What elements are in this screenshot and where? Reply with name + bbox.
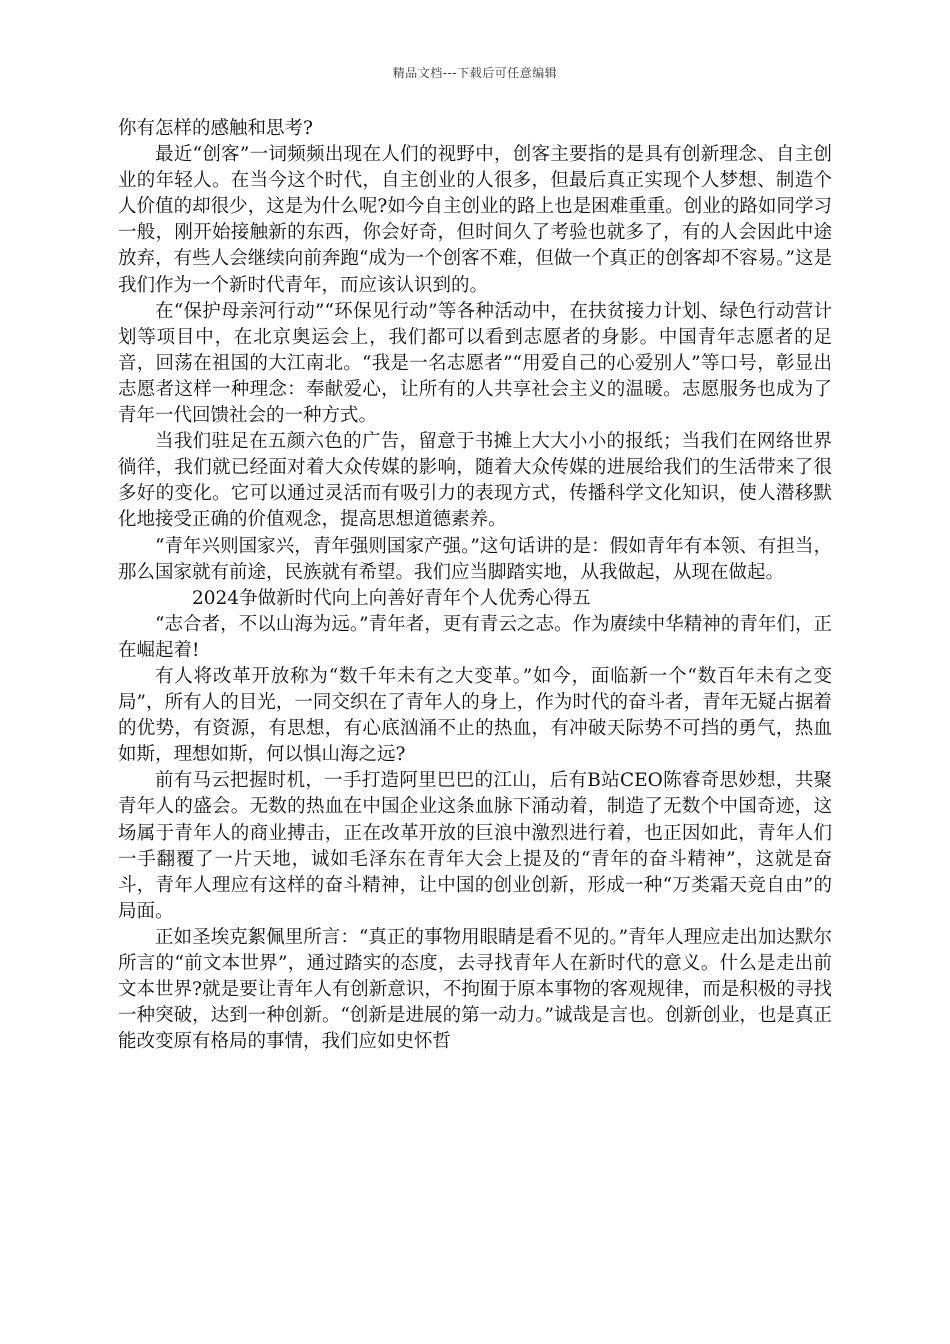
paragraph-ambition: “志合者，不以山海为远。”青年者，更有青云之志。作为赓续中华精神的青年们，正在崛起着! xyxy=(118,613,832,661)
page-header: 精品文档---下载后可任意编辑 xyxy=(392,66,558,80)
paragraph-innovation: 正如圣埃克絮佩里所言：“真正的事物用眼睛是看不见的。”青年人理应走出加达默尔所言的“前文本世界”，通过踏实的态度，去寻找青年人在新时代的意义。什么是走出前文本世界?就是要让青年人有创新意识，不拘囿于原本事物的客观规律，而是积极的寻找一种突破，达到一种创新。“创新是进展的第一动力。”诚哉是言也。创新创业，也是真正能改变原有格局的事情，我们应如史怀哲 xyxy=(118,926,832,1053)
paragraph-reform: 有人将改革开放称为“数千年未有之大变革。”如今，面临新一个“数百年未有之变局”，所有人的目光，一同交织在了青年人的身上，作为时代的奋斗者，青年无疑占据着的优势，有资源，有思想，有心底汹涌不止的热血，有冲破天际势不可挡的勇气，热血如斯，理想如斯，何以惧山海之远? xyxy=(118,665,832,766)
paragraph-continuation: 你有怎样的感触和思考? xyxy=(118,118,313,139)
paragraph-maker: 最近“创客”一词频频出现在人们的视野中，创客主要指的是具有创新理念、自主创业的年轻人。在当今这个时代，自主创业的人很多，但最后真正实现个人梦想、制造个人价值的却很少，这是为什么呢?如今自主创业的路上也是困难重重。创业的路如同学习一般，刚开始接触新的东西，你会好奇，但时间久了考验也就多了，有的人会因此中途放弃，有些人会继续向前奔跑“成为一个创客不难，但做一个真正的创客却不容易。”这是我们作为一个新时代青年，而应该认识到的。 xyxy=(118,144,832,296)
paragraph-entrepreneurs: 前有马云把握时机，一手打造阿里巴巴的江山，后有B站CEO陈睿奇思妙想，共聚青年人的盛会。无数的热血在中国企业这条血脉下涌动着，制造了无数个中国奇迹，这场属于青年人的商业搏击，正在改革开放的巨浪中激烈进行着，也正因如此，青年人们一手翻覆了一片天地，诚如毛泽东在青年大会上提及的“青年的奋斗精神”，这就是奋斗，青年人理应有这样的奋斗精神，让中国的创业创新，形成一种“万类霜天竞自由”的局面。 xyxy=(118,770,832,922)
section-heading: 2024争做新时代向上向善好青年个人优秀心得五 xyxy=(192,587,591,609)
document-body xyxy=(118,116,832,1055)
paragraph-media: 当我们驻足在五颜六色的广告，留意于书摊上大大小小的报纸；当我们在网络世界徜徉，我们就已经面对着大众传媒的影响，随着大众传媒的进展给我们的生活带来了很多好的变化。它可以通过灵活而有吸引力的表现方式，传播科学文化知识，使人潜移默化地接受正确的价值观念，提高思想道德素养。 xyxy=(118,431,832,531)
paragraph-youth-nation: “青年兴则国家兴，青年强则国家产强。”这句话讲的是：假如青年有本领、有担当，那么国家就有前途，民族就有希望。我们应当脚踏实地，从我做起，从现在做起。 xyxy=(118,535,832,583)
paragraph-volunteer: 在“保护母亲河行动”“环保见行动”等各种活动中，在扶贫接力计划、绿色行动营计划等项目中，在北京奥运会上，我们都可以看到志愿者的身影。中国青年志愿者的足音，回荡在祖国的大江南北。“我是一名志愿者”“用爱自己的心爱别人”等口号，彰显出志愿者这样一种理念：奉献爱心，让所有的人共享社会主义的温暖。志愿服务也成为了青年一代回馈社会的一种方式。 xyxy=(118,300,832,427)
